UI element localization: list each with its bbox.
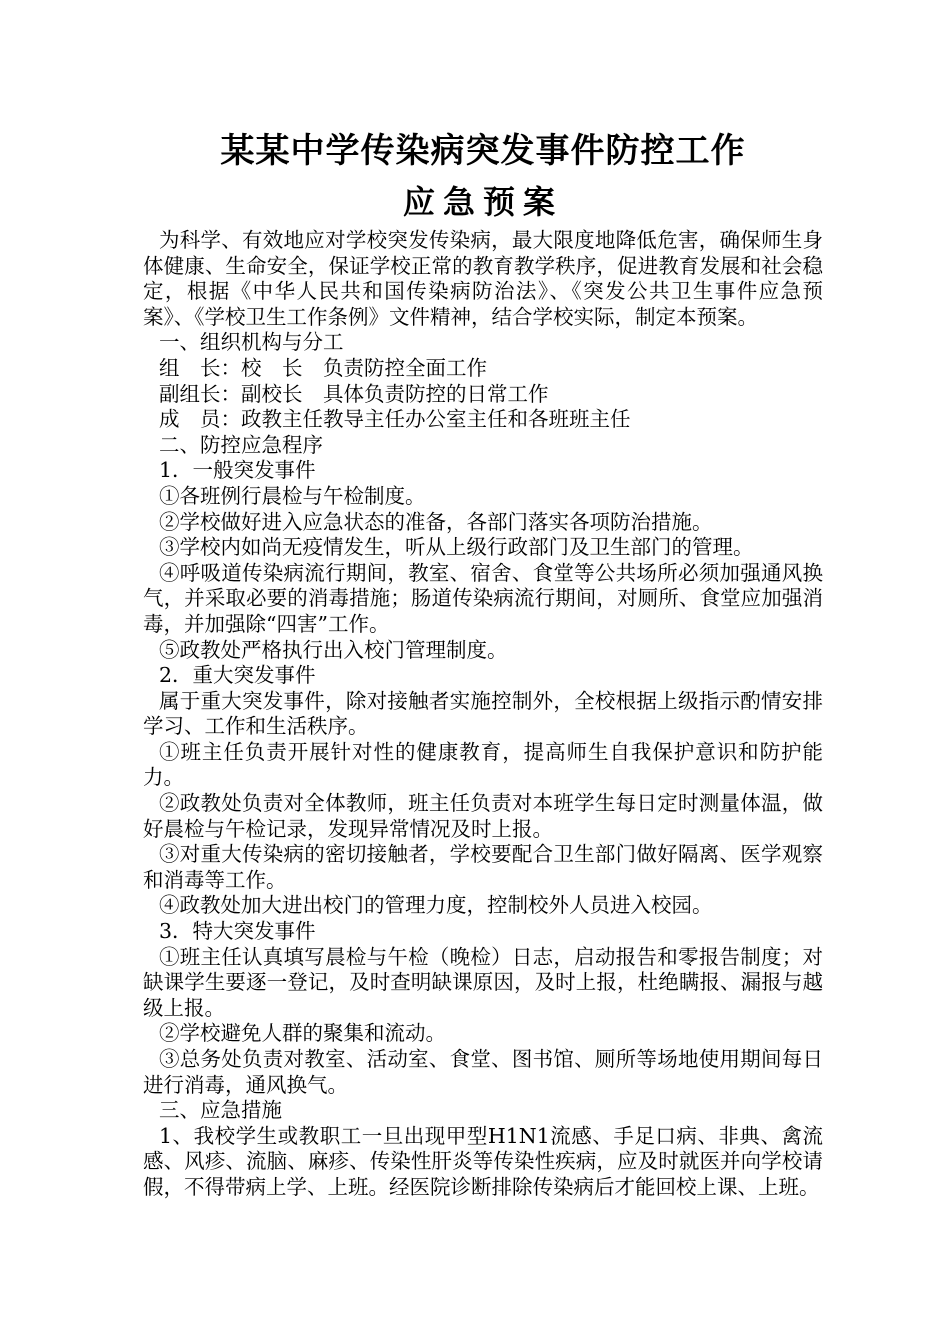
- section2-heading: 二、防控应急程序: [159, 432, 323, 457]
- intro-paragraph: 为科学、有效地应对学校突发传染病，最大限度地降低危害，确保师生身体健康、生命安全，保证学校正常的教育教学秩序，促进教育发展和社会稳定，根据《中华人民共和国传染病防治法》、《突发公共卫生事件应急预案》、《学校卫生工作条例》文件精神，结合学校实际，制定本预案。: [143, 228, 823, 329]
- general-item: ⑤政教处严格执行出入校门管理制度。: [159, 637, 508, 662]
- major-heading: 2．重大突发事件: [159, 663, 316, 688]
- major-item: ①班主任负责开展针对性的健康教育，提高师生自我保护意识和防护能力。: [143, 739, 823, 790]
- major-item: ②政教处负责对全体教师，班主任负责对本班学生每日定时测量体温，做好晨检与午检记录，发现异常情况及时上报。: [143, 791, 823, 841]
- section3-item: 1、我校学生或教职工一旦出现甲型H1N1流感、手足口病、非典、禽流感、风疹、流脑、麻疹、传染性肝炎等传染性疾病，应及时就医并向学校请假，不得带病上学、上班。经医院诊断排除传染病后才能回校上课、上班。: [143, 1123, 823, 1199]
- major-item: ③对重大传染病的密切接触者，学校要配合卫生部门做好隔离、医学观察和消毒等工作。: [143, 842, 823, 892]
- document-page: [143, 128, 823, 1201]
- section1-deputy: 副组长：副校长 具体负责防控的日常工作: [159, 381, 549, 406]
- general-item: ①各班例行晨检与午检制度。: [159, 483, 426, 508]
- general-item: ②学校做好进入应急状态的准备，各部门落实各项防治措施。: [159, 509, 713, 534]
- extreme-item: ③总务处负责对教室、活动室、食堂、图书馆、厕所等场地使用期间每日进行消毒，通风换气。: [143, 1047, 823, 1097]
- document-title: 某某中学传染病突发事件防控工作: [220, 131, 746, 171]
- extreme-item: ②学校避免人群的聚集和流动。: [159, 1021, 446, 1046]
- section1-leader: 组 长：校 长 负责防控全面工作: [159, 355, 487, 380]
- general-heading: 1．一般突发事件: [159, 458, 316, 483]
- section1-members: 成 员：政教主任教导主任办公室主任和各班班主任: [159, 407, 631, 432]
- section3-heading: 三、应急措施: [159, 1098, 282, 1123]
- document-subtitle: 应急预案: [402, 183, 563, 221]
- section1-heading: 一、组织机构与分工: [159, 330, 344, 355]
- document-body: [143, 228, 823, 1201]
- major-intro: 属于重大突发事件，除对接触者实施控制外，全校根据上级指示酌情安排学习、工作和生活秩序。: [143, 688, 823, 739]
- major-item: ④政教处加大进出校门的管理力度，控制校外人员进入校园。: [159, 893, 713, 918]
- general-item: ④呼吸道传染病流行期间，教室、宿舍、食堂等公共场所必须加强通风换气，并采取必要的消毒措施；肠道传染病流行期间，对厕所、食堂应加强消毒，并加强除“四害”工作。: [143, 560, 823, 636]
- extreme-item: ①班主任认真填写晨检与午检（晚检）日志，启动报告和零报告制度；对缺课学生要逐一登记，及时查明缺课原因，及时上报，杜绝瞒报、漏报与越级上报。: [143, 944, 823, 1020]
- general-item: ③学校内如尚无疫情发生，听从上级行政部门及卫生部门的管理。: [159, 535, 754, 560]
- extreme-heading: 3．特大突发事件: [159, 919, 316, 944]
